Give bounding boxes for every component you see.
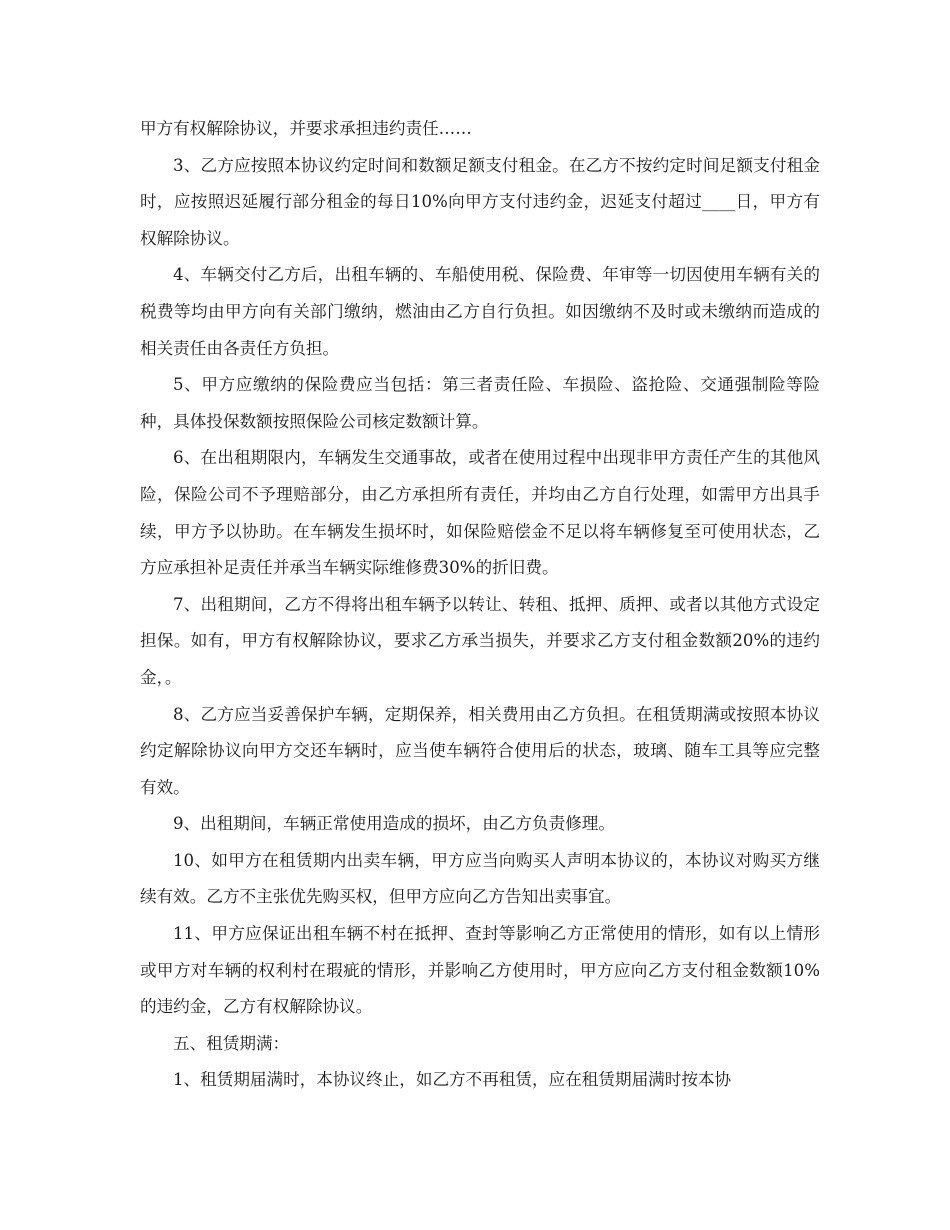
document-body: [140, 111, 820, 1099]
clause-accident-liability: 6、在出租期限内，车辆发生交通事故，或者在使用过程中出现非甲方责任产生的其他风险，保险公司不予理赔部分，由乙方承担所有责任，并均由乙方自行处理，如需甲方出具手续，甲方予以协助。在车辆发生损坏时，如保险赔偿金不足以将车辆修复至可使用状态，乙方应承担补足责任并承当车辆实际维修费30%的折旧费。: [140, 448, 820, 578]
paragraph-continuation: 甲方有权解除协议，并要求承担违约责任……: [140, 119, 472, 138]
clause-lease-termination: 1、租赁期届满时，本协议终止，如乙方不再租赁，应在租赁期届满时按本协: [173, 1070, 732, 1090]
clause-no-transfer: 7、出租期间，乙方不得将出租车辆予以转让、转租、抵押、质押、或者以其他方式设定担保。如有，甲方有权解除协议，要求乙方承当损失，并要求乙方支付租金数额20%的违约金，。: [140, 594, 820, 687]
clause-insurance: 5、甲方应缴纳的保险费应当包括：第三者责任险、车损险、盗抢险、交通强制险等险种，具体投保数额按照保险公司核定数额计算。: [140, 375, 820, 431]
clause-repair: 9、出租期间，车辆正常使用造成的损坏，由乙方负责修理。: [173, 814, 615, 834]
clause-sale-of-vehicle: 10、如甲方在租赁期内出卖车辆，甲方应当向购买人声明本协议的，本协议对购买方继续有效。乙方不主张优先购买权，但甲方应向乙方告知出卖事宜。: [140, 850, 820, 907]
clause-encumbrance: 11、甲方应保证出租车辆不村在抵押、查封等影响乙方正常使用的情形，如有以上情形或甲方对车辆的权利村在瑕疵的情形，并影响乙方使用时，甲方应向乙方支付租金数额10%的违约金，乙方有权解除协议。: [140, 924, 820, 1017]
clause-rent-payment: 3、乙方应按照本协议约定时间和数额足额支付租金。在乙方不按约定时间足额支付租金时，应按照迟延履行部分租金的每日10%向甲方支付违约金，迟延支付超过____日，甲方有权解除协议。: [140, 155, 820, 248]
clause-maintenance: 8、乙方应当妥善保护车辆，定期保养，相关费用由乙方负担。在租赁期满或按照本协议约定解除协议向甲方交还车辆时，应当使车辆符合使用后的状态，玻璃、随车工具等应完整有效。: [140, 704, 820, 797]
section-heading-lease-expiry: 五、租赁期满：: [173, 1033, 290, 1053]
clause-taxes-fees: 4、车辆交付乙方后，出租车辆的、车船使用税、保险费、年审等一切因使用车辆有关的税费等均由甲方向有关部门缴纳，燃油由乙方自行负担。如因缴纳不及时或未缴纳而造成的相关责任由各责任方负担。: [140, 265, 820, 358]
